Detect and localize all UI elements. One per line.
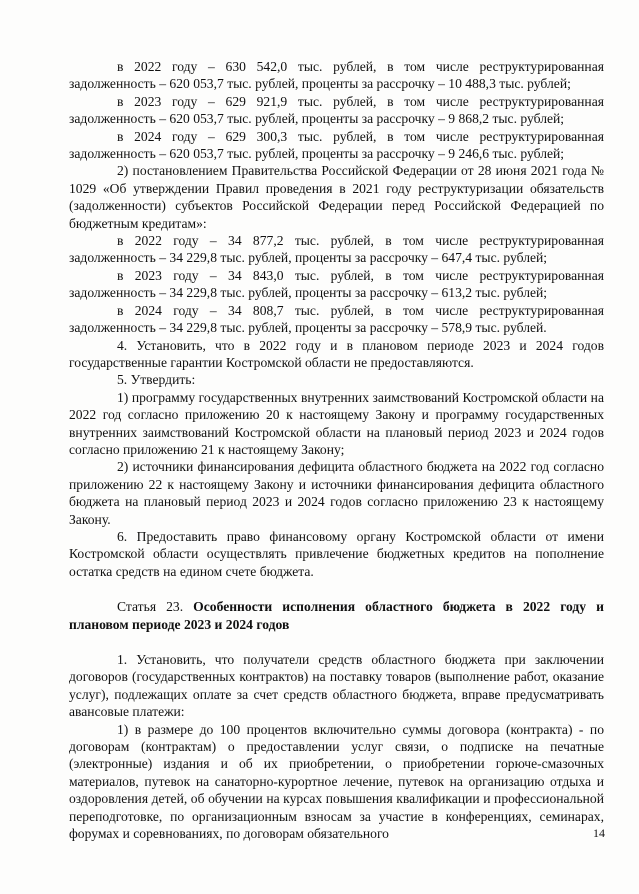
spacer: [69, 633, 604, 651]
paragraph: в 2022 году – 630 542,0 тыс. рублей, в том числе реструктурированная задолженность – 620 053,7 тыс. рублей, проценты за рассрочку – 10 488,3 тыс. рублей;: [69, 59, 604, 92]
paragraph: 2) постановлением Правительства Российской Федерации от 28 июня 2021 года № 1029 «Об утверждении Правил проведения в 2021 году реструктуризации обязательств (задолженности) субъектов Российской Федерации перед Российской Федерацией по бюджетным кредитам»:: [69, 163, 604, 231]
paragraph: в 2024 году – 629 300,3 тыс. рублей, в том числе реструктурированная задолженность – 620 053,7 тыс. рублей, проценты за рассрочку – 9 246,6 тыс. рублей;: [69, 128, 604, 162]
paragraph: в 2023 году – 34 843,0 тыс. рублей, в том числе реструктурированная задолженность – 34 229,8 тыс. рублей, проценты за рассрочку – 613,2 тыс. рублей;: [69, 267, 604, 301]
article-heading: [69, 598, 604, 633]
paragraph: 5. Утвердить:: [117, 372, 196, 388]
page-number: 14: [593, 826, 605, 840]
article-title: Особенности исполнения областного бюджета в 2022 году и плановом периоде 2023 и 2024 годов: [69, 599, 604, 632]
document-body: [69, 58, 604, 842]
paragraph: в 2023 году – 629 921,9 тыс. рублей, в том числе реструктурированная задолженность – 620 053,7 тыс. рублей, проценты за рассрочку – 9 868,2 тыс. рублей;: [69, 93, 604, 127]
paragraph: 1) в размере до 100 процентов включительно суммы договора (контракта) - по договорам (контрактам) о предоставлении услуг связи, о подписке на печатные (электронные) издания и об их приобретении, о приобретении горюче-смазочных материалов, путевок на санаторно-курортное лечение, путевок на организацию отдыха и оздоровления детей, об обучении на курсах повышения квалификации и профессиональной переподготовке, по организационным взносам за участие в конференциях, семинарах, форумах и соревнованиях, по договорам обязательного: [69, 721, 604, 842]
paragraph: 4. Установить, что в 2022 году и в плановом периоде 2023 и 2024 годов государственные гарантии Костромской области не предоставляются.: [69, 337, 604, 370]
paragraph: 2) источники финансирования дефицита областного бюджета на 2022 год согласно приложению 22 к настоящему Закону и источники финансирования дефицита областного бюджета на плановый период 2023 и 2024 годов согласно приложению 23 к настоящему Закону.: [69, 459, 604, 527]
paragraph: 1) программу государственных внутренних заимствований Костромской области на 2022 год согласно приложению 20 к настоящему Закону и программу государственных внутренних заимствований Костромской области на плановый период 2023 и 2024 годов согласно приложению 21 к настоящему Закону;: [69, 389, 604, 457]
paragraph: в 2022 году – 34 877,2 тыс. рублей, в том числе реструктурированная задолженность – 34 229,8 тыс. рублей, проценты за рассрочку – 647,4 тыс. рублей;: [69, 233, 604, 266]
paragraph: 1. Установить, что получатели средств областного бюджета при заключении договоров (государственных контрактов) на поставку товаров (выполнение работ, оказание услуг), подлежащих оплате за счет средств областного бюджета, вправе предусматривать авансовые платежи:: [69, 652, 604, 720]
paragraph: в 2024 году – 34 808,7 тыс. рублей, в том числе реструктурированная задолженность – 34 229,8 тыс. рублей, проценты за рассрочку – 578,9 тыс. рублей.: [69, 302, 604, 336]
article-prefix: Статья 23.: [117, 599, 194, 615]
paragraph: 6. Предоставить право финансовому органу Костромской области от имени Костромской области осуществлять привлечение бюджетных кредитов на пополнение остатка средств на едином счете бюджета.: [69, 528, 604, 579]
